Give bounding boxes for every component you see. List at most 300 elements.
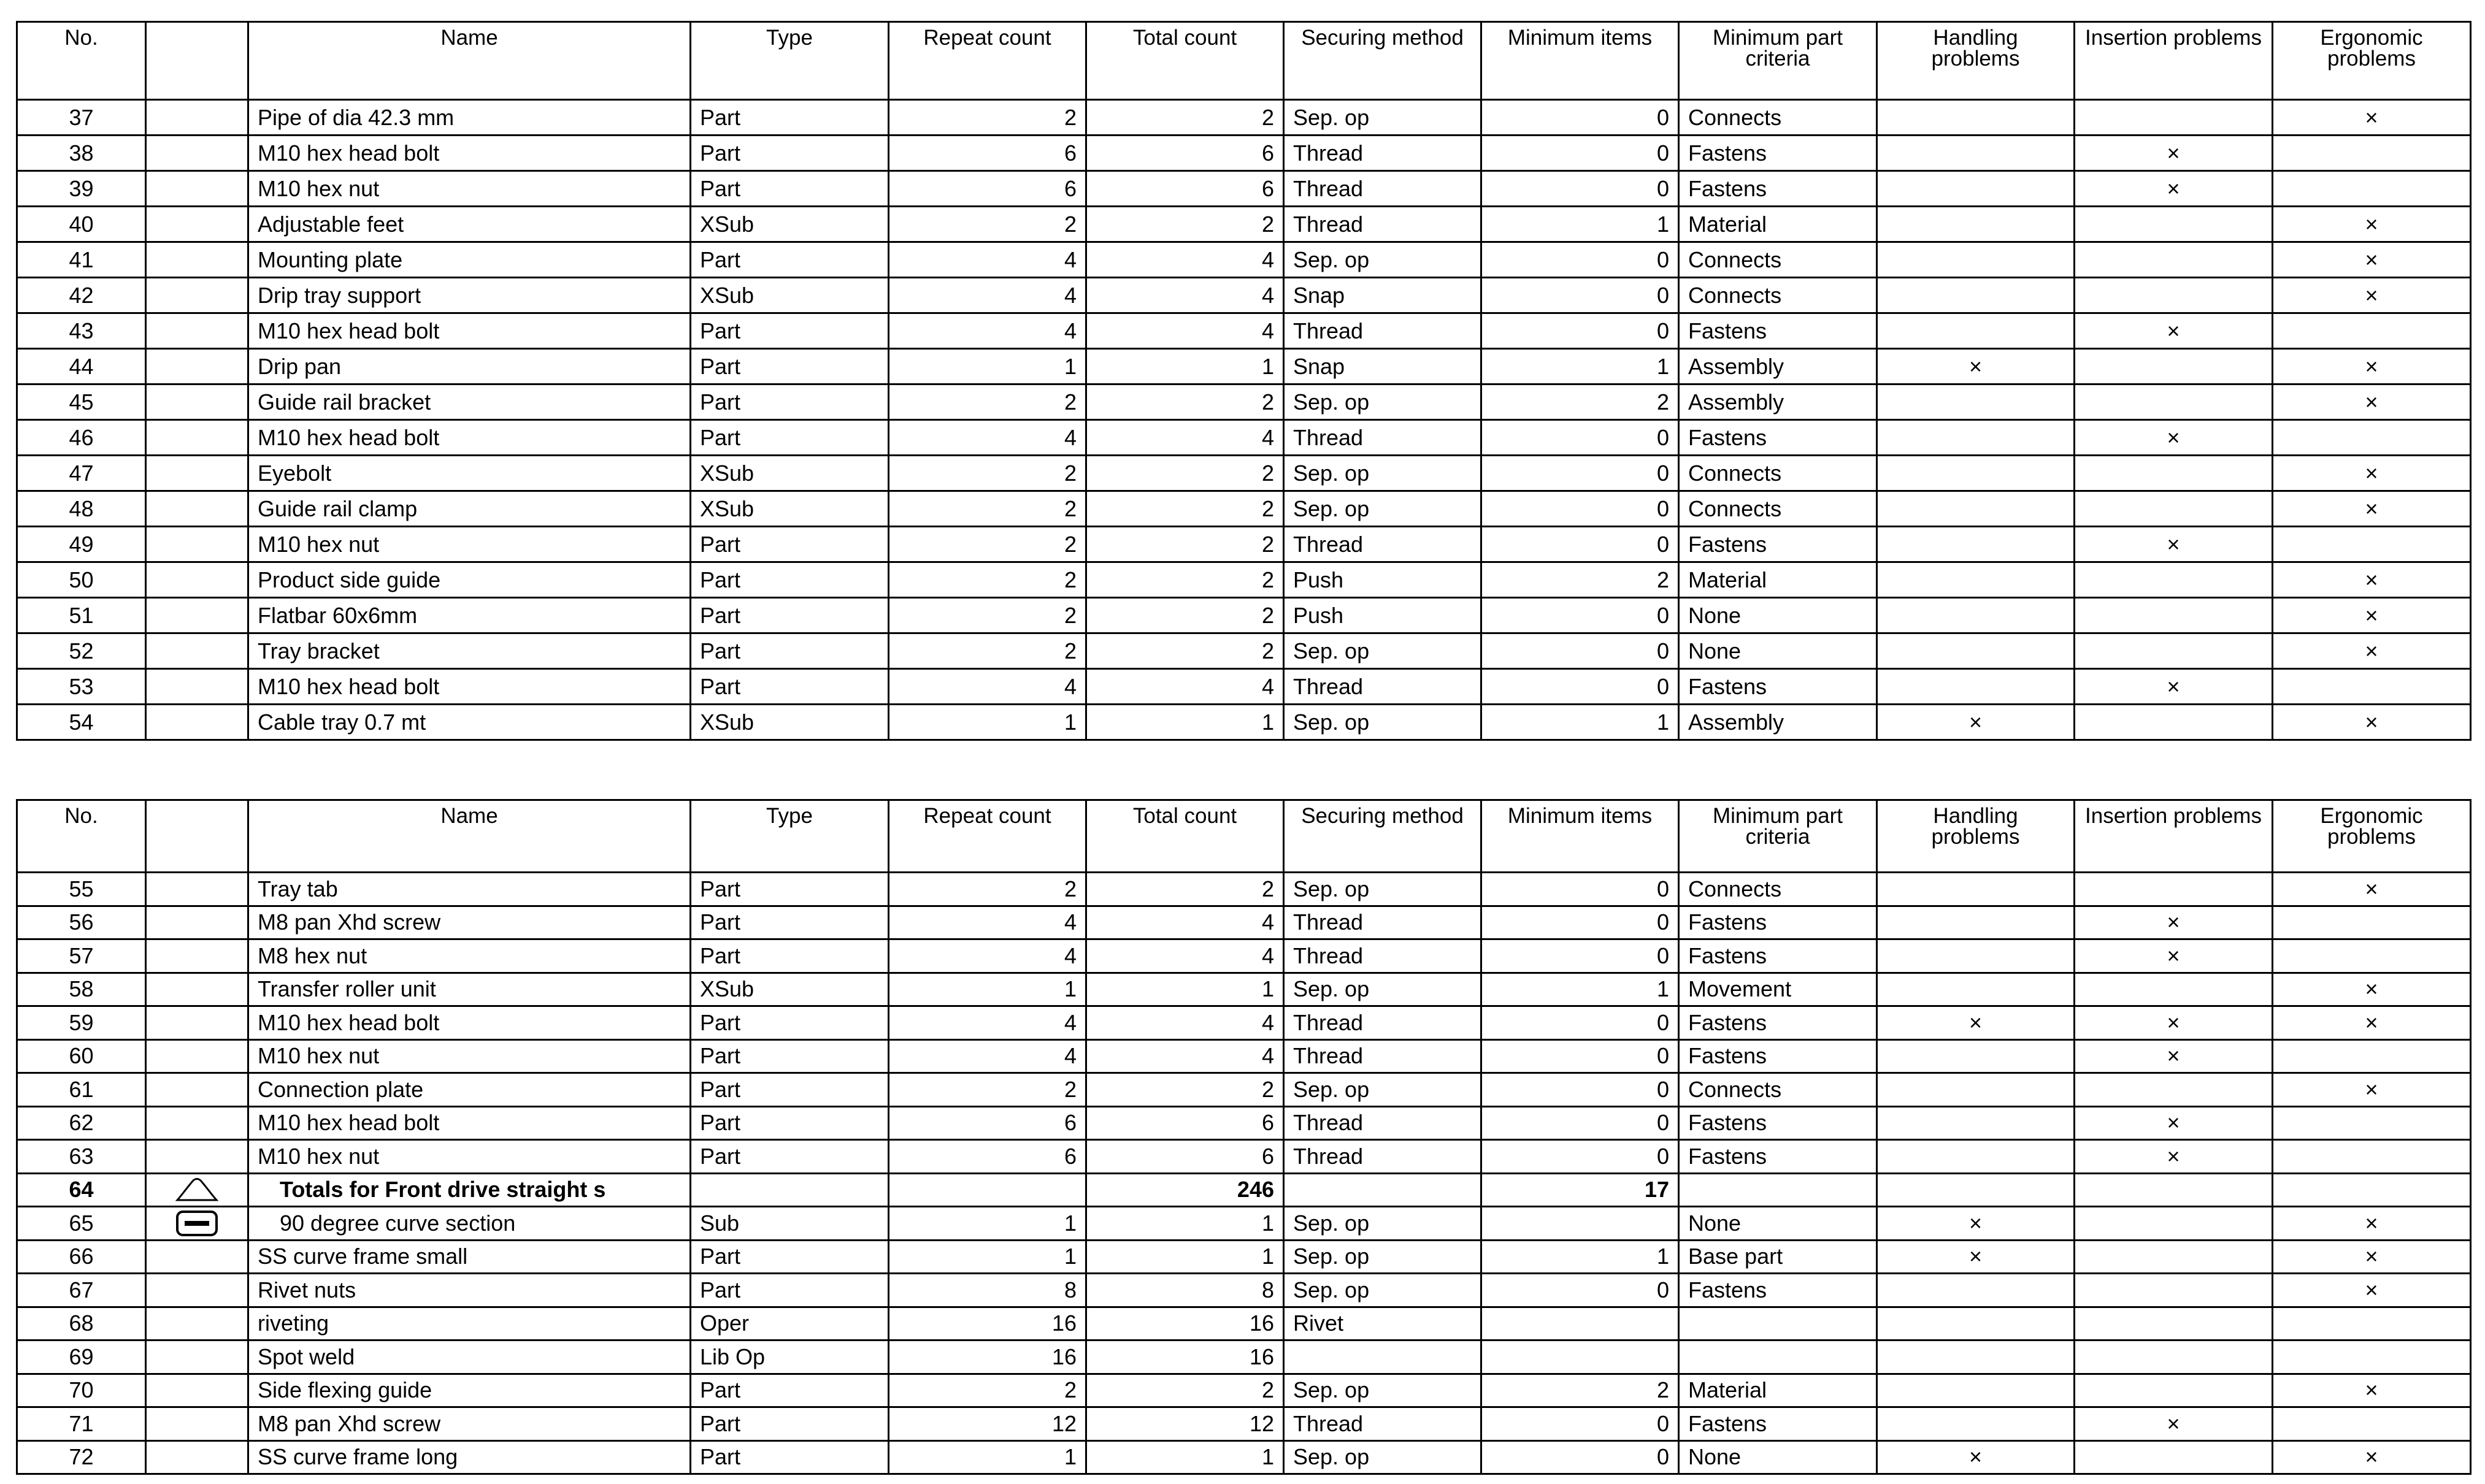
header-cell: Total count [1086,22,1284,100]
minimum-part-criteria: Connects [1679,278,1877,313]
part-type: Part [691,1039,889,1073]
repeat-count: 2 [889,1374,1086,1407]
ergonomic-problems [2273,1307,2471,1341]
minimum-items: 0 [1481,242,1679,278]
securing-method: Snap [1284,349,1481,384]
header-cell: Handling problems [1877,800,2075,873]
repeat-count [889,1173,1086,1207]
minimum-items: 1 [1481,207,1679,242]
ergonomic-problems: × [2273,349,2471,384]
part-name: Drip tray support [248,278,691,313]
collapse-triangle-icon[interactable] [174,1176,220,1203]
part-type: Part [691,1140,889,1174]
dfa-table-1 [16,21,2472,741]
part-type: Part [691,1073,889,1107]
ergonomic-problems: × [2273,491,2471,527]
header-cell: Repeat count [889,22,1086,100]
repeat-count: 1 [889,973,1086,1006]
minimum-part-criteria: Material [1679,207,1877,242]
securing-method: Sep. op [1284,1274,1481,1307]
minimum-part-criteria [1679,1307,1877,1341]
part-name: Drip pan [248,349,691,384]
part-type: XSub [691,973,889,1006]
part-type: Part [691,1374,889,1407]
minimum-part-criteria: Fastens [1679,136,1877,171]
total-count: 1 [1086,973,1284,1006]
row-number: 37 [17,100,146,136]
handling-problems [1877,313,2075,349]
row-number: 38 [17,136,146,171]
insertion-problems [2075,207,2273,242]
row-icon [146,349,248,384]
part-name: Eyebolt [248,456,691,491]
table-row[interactable] [17,705,2471,740]
repeat-count: 2 [889,633,1086,669]
row-number: 45 [17,384,146,420]
table-row[interactable] [17,1106,2471,1140]
total-count: 2 [1086,527,1284,562]
part-name: Transfer roller unit [248,973,691,1006]
row-icon [146,527,248,562]
part-type: Part [691,1106,889,1140]
insertion-problems [2075,1240,2273,1274]
total-count: 12 [1086,1407,1284,1441]
insertion-problems [2075,1207,2273,1241]
table-row[interactable] [17,939,2471,973]
securing-method: Sep. op [1284,633,1481,669]
row-number: 57 [17,939,146,973]
minimum-part-criteria: Connects [1679,1073,1877,1107]
securing-method: Sep. op [1284,1240,1481,1274]
handling-problems: × [1877,349,2075,384]
part-name: M10 hex head bolt [248,136,691,171]
part-type: Part [691,527,889,562]
header-row [17,800,2471,873]
handling-problems [1877,1106,2075,1140]
minimum-part-criteria: Fastens [1679,1407,1877,1441]
securing-method: Thread [1284,1407,1481,1441]
ergonomic-problems [2273,939,2471,973]
table-row[interactable] [17,136,2471,171]
repeat-count: 6 [889,136,1086,171]
row-number: 41 [17,242,146,278]
row-icon [146,633,248,669]
securing-method: Sep. op [1284,1374,1481,1407]
securing-method: Push [1284,598,1481,633]
ergonomic-problems: × [2273,456,2471,491]
repeat-count: 4 [889,1006,1086,1040]
table-row[interactable] [17,1073,2471,1107]
header-cell: No. [17,800,146,873]
repeat-count: 4 [889,906,1086,939]
total-count: 2 [1086,562,1284,598]
row-number: 51 [17,598,146,633]
part-type: Lib Op [691,1341,889,1374]
table-row[interactable] [17,1240,2471,1274]
ergonomic-problems [2273,1341,2471,1374]
part-type: Part [691,313,889,349]
table-row[interactable] [17,1006,2471,1040]
total-count: 4 [1086,313,1284,349]
minimum-items: 1 [1481,973,1679,1006]
ergonomic-problems: × [2273,242,2471,278]
ergonomic-problems: × [2273,1374,2471,1407]
header-cell: Minimum items [1481,22,1679,100]
part-name: Guide rail bracket [248,384,691,420]
part-type: XSub [691,456,889,491]
securing-method: Thread [1284,669,1481,705]
part-name: Cable tray 0.7 mt [248,705,691,740]
minimum-items: 2 [1481,384,1679,420]
insertion-problems [2075,1341,2273,1374]
securing-method: Thread [1284,420,1481,456]
minimum-items: 0 [1481,633,1679,669]
insertion-problems [2075,278,2273,313]
total-count: 2 [1086,633,1284,669]
part-name: Product side guide [248,562,691,598]
securing-method: Thread [1284,527,1481,562]
table-body [17,100,2471,740]
securing-method: Thread [1284,136,1481,171]
securing-method [1284,1173,1481,1207]
minimum-items: 0 [1481,1140,1679,1174]
table-row[interactable] [17,1274,2471,1307]
insertion-problems [2075,100,2273,136]
minimum-part-criteria: Connects [1679,491,1877,527]
row-icon [146,1207,248,1241]
row-number: 66 [17,1240,146,1274]
part-type: Part [691,1240,889,1274]
minimum-items: 0 [1481,527,1679,562]
minimum-part-criteria: Connects [1679,100,1877,136]
insertion-problems: × [2075,1006,2273,1040]
minimum-part-criteria: Fastens [1679,669,1877,705]
row-icon [146,491,248,527]
part-name: M8 hex nut [248,939,691,973]
minimum-part-criteria: Fastens [1679,1039,1877,1073]
table-row[interactable] [17,1207,2471,1241]
securing-method: Thread [1284,1106,1481,1140]
table-row[interactable] [17,633,2471,669]
insertion-problems: × [2075,171,2273,207]
insertion-problems: × [2075,906,2273,939]
securing-method: Sep. op [1284,705,1481,740]
minimum-part-criteria: Connects [1679,242,1877,278]
ergonomic-problems: × [2273,633,2471,669]
row-number: 47 [17,456,146,491]
header-cell: Minimum part criteria [1679,22,1877,100]
minimum-part-criteria: Material [1679,1374,1877,1407]
minimum-items: 0 [1481,1274,1679,1307]
total-count: 2 [1086,207,1284,242]
repeat-count: 4 [889,1039,1086,1073]
row-icon [146,873,248,906]
row-number: 64 [17,1173,146,1207]
minimum-part-criteria: Fastens [1679,527,1877,562]
minimum-items: 0 [1481,1407,1679,1441]
ergonomic-problems [2273,906,2471,939]
table-row[interactable] [17,207,2471,242]
securing-method: Thread [1284,1039,1481,1073]
ergonomic-problems: × [2273,100,2471,136]
part-type: Part [691,420,889,456]
table-row[interactable] [17,527,2471,562]
handling-problems [1877,456,2075,491]
minimum-items: 0 [1481,1106,1679,1140]
part-type: Sub [691,1207,889,1241]
ergonomic-problems: × [2273,278,2471,313]
header-cell: No. [17,22,146,100]
repeat-count: 4 [889,278,1086,313]
minimum-items: 0 [1481,873,1679,906]
insertion-problems: × [2075,420,2273,456]
minimum-part-criteria: Fastens [1679,906,1877,939]
insertion-problems [2075,1440,2273,1474]
header-cell: Ergonomic problems [2273,22,2471,100]
handling-problems: × [1877,1240,2075,1274]
part-type: Part [691,100,889,136]
minimum-items: 0 [1481,1039,1679,1073]
total-count: 4 [1086,1006,1284,1040]
row-icon [146,1039,248,1073]
part-name: Side flexing guide [248,1374,691,1407]
row-icon [146,906,248,939]
handling-problems [1877,527,2075,562]
handling-problems [1877,207,2075,242]
table-row[interactable] [17,906,2471,939]
row-number: 58 [17,973,146,1006]
securing-method: Sep. op [1284,456,1481,491]
total-count: 2 [1086,456,1284,491]
row-icon [146,705,248,740]
part-name: M8 pan Xhd screw [248,1407,691,1441]
row-number: 65 [17,1207,146,1241]
part-type: Part [691,1407,889,1441]
table-row[interactable] [17,562,2471,598]
insertion-problems [2075,1307,2273,1341]
row-number: 39 [17,171,146,207]
row-icon [146,278,248,313]
table-row[interactable] [17,1140,2471,1174]
table-row[interactable] [17,1407,2471,1441]
ergonomic-problems: × [2273,973,2471,1006]
table-row[interactable] [17,420,2471,456]
ergonomic-problems [2273,420,2471,456]
total-count: 2 [1086,598,1284,633]
row-number: 49 [17,527,146,562]
handling-problems [1877,420,2075,456]
handling-problems [1877,491,2075,527]
row-icon [146,384,248,420]
part-type: Part [691,633,889,669]
table-row[interactable] [17,242,2471,278]
handling-problems [1877,562,2075,598]
repeat-count: 1 [889,1207,1086,1241]
handling-problems [1877,384,2075,420]
table-row[interactable] [17,100,2471,136]
total-count: 8 [1086,1274,1284,1307]
handling-problems [1877,136,2075,171]
handling-problems [1877,1374,2075,1407]
securing-method: Sep. op [1284,1440,1481,1474]
minimum-items: 0 [1481,598,1679,633]
securing-method: Thread [1284,313,1481,349]
row-icon [146,136,248,171]
part-type: Part [691,669,889,705]
ergonomic-problems: × [2273,562,2471,598]
part-type: Part [691,1274,889,1307]
insertion-problems: × [2075,669,2273,705]
row-icon [146,420,248,456]
repeat-count: 6 [889,1106,1086,1140]
table-row[interactable] [17,384,2471,420]
part-name: M10 hex head bolt [248,669,691,705]
minimum-items: 0 [1481,939,1679,973]
table-row[interactable] [17,171,2471,207]
row-icon [146,1173,248,1207]
ergonomic-problems: × [2273,207,2471,242]
table-row[interactable] [17,1374,2471,1407]
table-row[interactable] [17,456,2471,491]
table-row[interactable] [17,669,2471,705]
part-type: Part [691,873,889,906]
minimum-items: 1 [1481,705,1679,740]
part-type: Part [691,171,889,207]
table-row[interactable] [17,873,2471,906]
repeat-count: 2 [889,100,1086,136]
minimum-items [1481,1341,1679,1374]
part-name: M10 hex nut [248,1140,691,1174]
minimum-part-criteria: Fastens [1679,1106,1877,1140]
row-icon [146,1307,248,1341]
header-cell: Insertion problems [2075,22,2273,100]
table-row[interactable] [17,1039,2471,1073]
insertion-problems [2075,1274,2273,1307]
insertion-problems: × [2075,939,2273,973]
row-icon [146,1240,248,1274]
insertion-problems [2075,633,2273,669]
securing-method: Thread [1284,207,1481,242]
part-name: Connection plate [248,1073,691,1107]
table-row[interactable] [17,1341,2471,1374]
row-number: 68 [17,1307,146,1341]
collapse-box-icon[interactable] [175,1210,218,1237]
minimum-items: 0 [1481,1440,1679,1474]
ergonomic-problems: × [2273,1073,2471,1107]
table-row[interactable] [17,349,2471,384]
table-row[interactable] [17,1173,2471,1207]
minimum-part-criteria: Assembly [1679,705,1877,740]
handling-problems [1877,939,2075,973]
part-type: Oper [691,1307,889,1341]
part-name: M10 hex nut [248,171,691,207]
header-row [17,22,2471,100]
row-icon [146,1341,248,1374]
minimum-items: 0 [1481,491,1679,527]
table-row[interactable] [17,598,2471,633]
row-number: 48 [17,491,146,527]
part-type: XSub [691,705,889,740]
part-name: Guide rail clamp [248,491,691,527]
minimum-part-criteria: Base part [1679,1240,1877,1274]
part-name: M8 pan Xhd screw [248,906,691,939]
part-name: riveting [248,1307,691,1341]
header-cell: Insertion problems [2075,800,2273,873]
ergonomic-problems: × [2273,1207,2471,1241]
row-icon [146,598,248,633]
minimum-items: 0 [1481,1006,1679,1040]
minimum-items: 2 [1481,562,1679,598]
part-type: Part [691,349,889,384]
handling-problems [1877,906,2075,939]
ergonomic-problems [2273,669,2471,705]
ergonomic-problems: × [2273,705,2471,740]
ergonomic-problems [2273,171,2471,207]
insertion-problems [2075,562,2273,598]
minimum-part-criteria: Fastens [1679,171,1877,207]
minimum-items: 1 [1481,349,1679,384]
row-number: 70 [17,1374,146,1407]
part-type [691,1173,889,1207]
repeat-count: 4 [889,313,1086,349]
securing-method: Thread [1284,906,1481,939]
securing-method [1284,1341,1481,1374]
total-count: 6 [1086,136,1284,171]
row-number: 40 [17,207,146,242]
row-icon [146,207,248,242]
table-row[interactable] [17,313,2471,349]
minimum-part-criteria: None [1679,1207,1877,1241]
total-count: 4 [1086,939,1284,973]
minimum-part-criteria: Assembly [1679,384,1877,420]
repeat-count: 1 [889,1240,1086,1274]
part-name: Pipe of dia 42.3 mm [248,100,691,136]
handling-problems: × [1877,1006,2075,1040]
minimum-items [1481,1307,1679,1341]
repeat-count: 2 [889,562,1086,598]
minimum-part-criteria: None [1679,633,1877,669]
repeat-count: 2 [889,456,1086,491]
table-row[interactable] [17,1307,2471,1341]
part-name: Flatbar 60x6mm [248,598,691,633]
repeat-count: 4 [889,939,1086,973]
header-cell: Name [248,800,691,873]
row-icon [146,1140,248,1174]
repeat-count: 8 [889,1274,1086,1307]
row-number: 44 [17,349,146,384]
ergonomic-problems: × [2273,1006,2471,1040]
minimum-part-criteria: Material [1679,562,1877,598]
securing-method: Sep. op [1284,1207,1481,1241]
header-cell: Type [691,22,889,100]
repeat-count: 16 [889,1307,1086,1341]
minimum-items: 0 [1481,278,1679,313]
repeat-count: 2 [889,527,1086,562]
row-icon [146,242,248,278]
table-row[interactable] [17,973,2471,1006]
securing-method: Sep. op [1284,242,1481,278]
table-row[interactable] [17,491,2471,527]
minimum-part-criteria: Movement [1679,973,1877,1006]
insertion-problems: × [2075,313,2273,349]
repeat-count: 4 [889,669,1086,705]
table-row[interactable] [17,1440,2471,1474]
ergonomic-problems [2273,1407,2471,1441]
table-row[interactable] [17,278,2471,313]
handling-problems [1877,973,2075,1006]
handling-problems [1877,633,2075,669]
minimum-part-criteria: Fastens [1679,1006,1877,1040]
